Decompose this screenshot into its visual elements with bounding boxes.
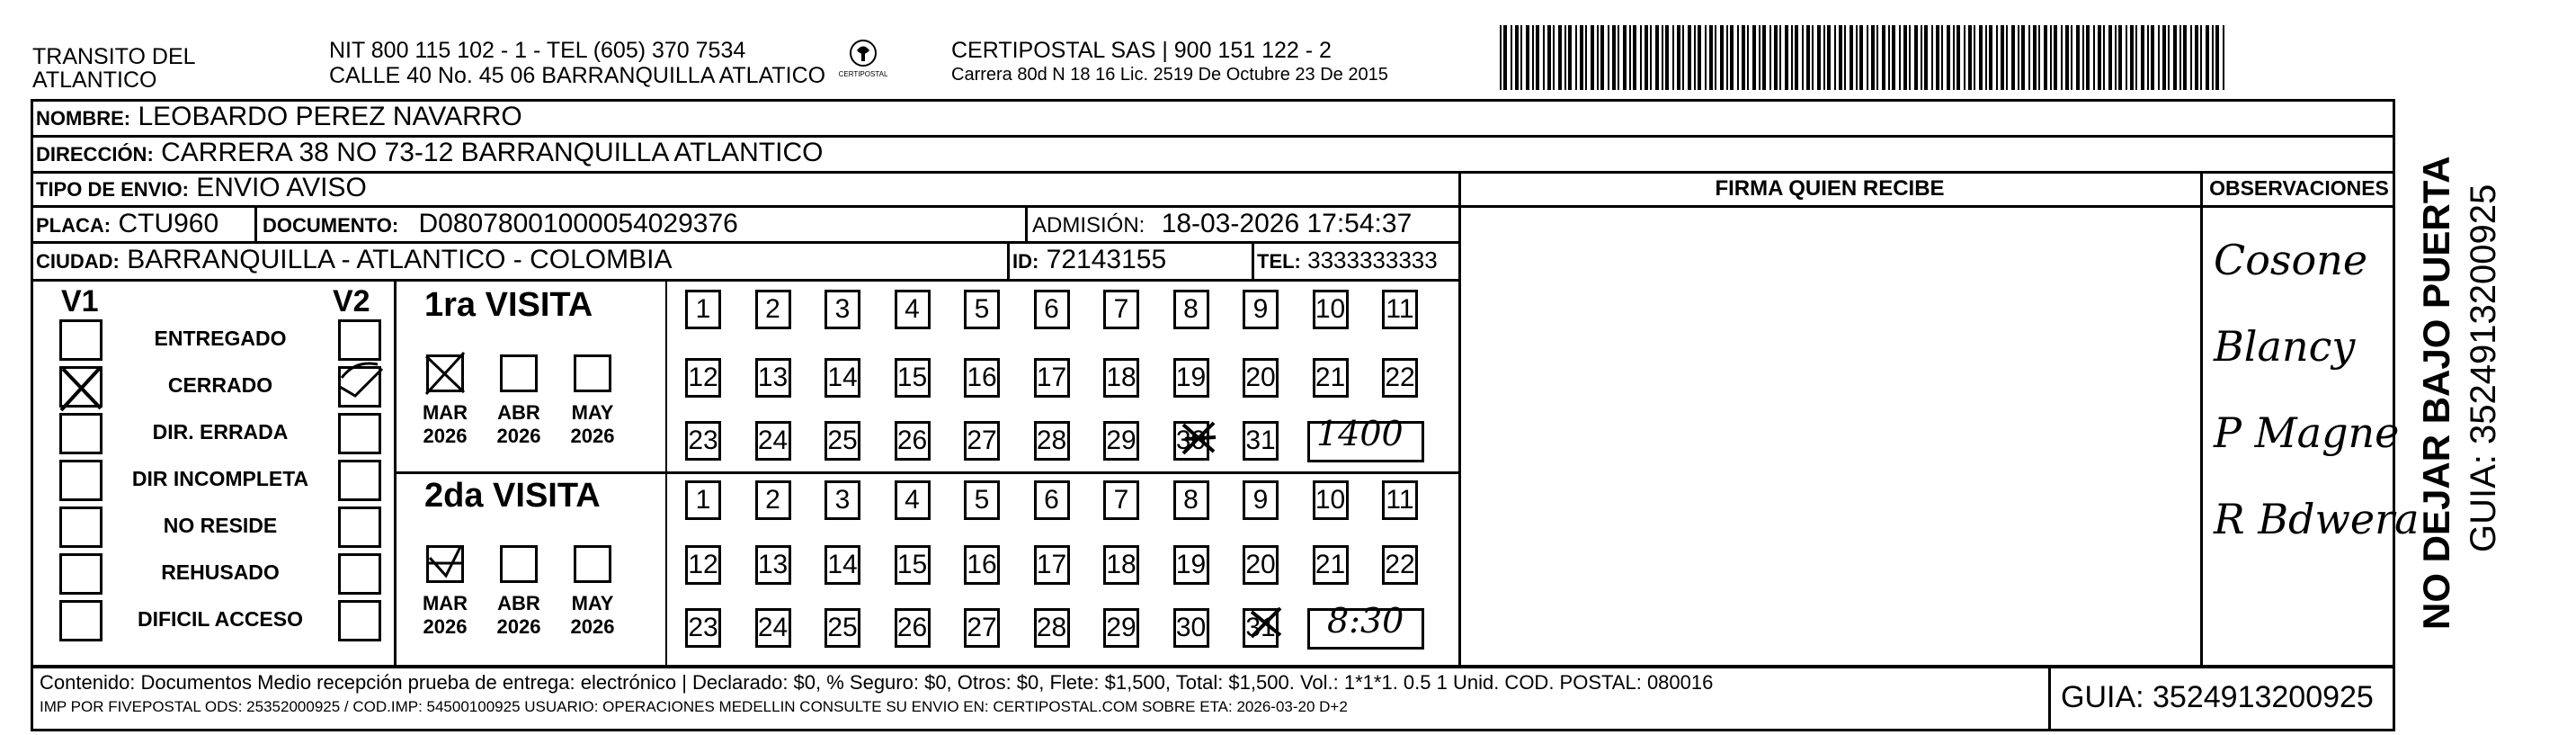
day-box[interactable]: 26 [895, 421, 931, 461]
barcode-bar [2183, 25, 2187, 90]
barcode-bar [1503, 25, 1507, 90]
day-box[interactable]: 4 [895, 480, 931, 520]
day-box[interactable]: 5 [964, 290, 1000, 329]
barcode-bar [1580, 25, 1583, 90]
barcode-bar [2162, 25, 2166, 90]
observacion-note: P Magne [2214, 408, 2400, 457]
status-label: DIFICIL ACCESO [137, 607, 303, 631]
barcode-bar [1953, 25, 1955, 90]
month-label: MAR [422, 401, 468, 424]
day-box[interactable]: 16 [964, 358, 1000, 398]
barcode-bar [1547, 25, 1551, 90]
barcode-bar [1600, 25, 1604, 90]
tipo-envio-label: TIPO DE ENVIO: [36, 178, 189, 201]
day-box[interactable]: 23 [685, 421, 721, 461]
visit2-title: 2da VISITA [424, 477, 601, 515]
barcode-bar [2173, 25, 2177, 90]
month-label: ABR [497, 401, 540, 424]
barcode-bar [2038, 25, 2040, 90]
barcode-bar [1931, 25, 1933, 90]
observacion-note: R Bdwera [2214, 495, 2420, 543]
id-value: 72143155 [1046, 245, 1167, 274]
barcode-bar [1633, 25, 1636, 90]
day-box[interactable]: 6 [1034, 480, 1070, 520]
barcode-bar [1623, 25, 1627, 90]
issuer-line1: TRANSITO DEL [32, 44, 196, 69]
direccion-value: CARRERA 38 NO 73-12 BARRANQUILLA ATLANTICO [161, 138, 824, 167]
barcode-bar [2082, 25, 2084, 90]
barcode-bar [1882, 25, 1885, 90]
placa-label: PLACA: [36, 214, 111, 237]
day-box[interactable]: 13 [755, 545, 791, 585]
barcode-bar [2108, 25, 2112, 90]
side-guia: GUIA: 3524913200925 [2464, 184, 2503, 552]
barcode-bar [1564, 25, 1566, 90]
day-box[interactable]: 30 [1173, 608, 1209, 648]
barcode-bar [2011, 25, 2015, 90]
barcode-bar [1715, 25, 1716, 90]
barcode-bar [1612, 25, 1616, 90]
barcode-bar [1752, 25, 1756, 90]
barcode-bar [2115, 25, 2117, 90]
barcode-bar [2028, 25, 2030, 90]
v2-label: V2 [333, 284, 370, 318]
barcode-bar [1924, 25, 1928, 90]
barcode-bar [1618, 25, 1619, 90]
barcode-bar [1688, 25, 1691, 90]
day-box[interactable]: 28 [1034, 421, 1070, 461]
issuer-line2: ATLANTICO [32, 67, 157, 93]
day-box[interactable]: 19 [1173, 358, 1209, 398]
day-box[interactable]: 13 [755, 358, 791, 398]
day-box[interactable]: 3 [824, 480, 860, 520]
barcode-bar [1536, 25, 1539, 90]
year-label: 2026 [570, 425, 615, 447]
barcode-bar [2126, 25, 2127, 90]
day-box[interactable]: 9 [1243, 480, 1279, 520]
barcode-bar [2147, 25, 2149, 90]
barcode-bar [1665, 25, 1669, 90]
barcode-bar [1682, 25, 1684, 90]
day-box[interactable]: 2 [755, 290, 791, 329]
barcode-bar [1553, 25, 1555, 90]
day-box[interactable]: 7 [1103, 480, 1139, 520]
barcode-bar [1640, 25, 1642, 90]
day-box[interactable]: 25 [824, 421, 860, 461]
barcode-bar [2158, 25, 2160, 90]
barcode-bar [2071, 25, 2072, 90]
barcode-bar [1500, 25, 1502, 90]
barcode-bar [1608, 25, 1609, 90]
barcode-bar [1520, 25, 1522, 90]
barcode-bar [2086, 25, 2090, 90]
barcode-bar [1817, 25, 1821, 90]
logo-text: CERTIPOSTAL [838, 70, 888, 78]
barcode-bar [1526, 25, 1529, 90]
day-box[interactable]: 1 [685, 480, 721, 520]
ciudad-label: CIUDAD: [36, 250, 120, 273]
barcode-bar [1709, 25, 1713, 90]
barcode-bar [1914, 25, 1918, 90]
day-box[interactable]: 17 [1034, 358, 1070, 398]
day-box[interactable]: 21 [1313, 358, 1349, 398]
barcode-bar [1515, 25, 1519, 90]
barcode-bar [2050, 25, 2052, 90]
barcode-bar [2076, 25, 2080, 90]
barcode-bar [1802, 25, 1804, 90]
day-box[interactable]: 28 [1034, 608, 1070, 648]
barcode-bar [2135, 25, 2137, 90]
barcode-bar [2141, 25, 2144, 90]
month-label: ABR [497, 592, 540, 614]
day-box[interactable]: 22 [1382, 358, 1418, 398]
day-box[interactable]: 24 [755, 421, 791, 461]
ciudad-value: BARRANQUILLA - ATLANTICO - COLOMBIA [127, 245, 673, 274]
day-box[interactable]: 10 [1313, 290, 1349, 329]
barcode-bar [2151, 25, 2154, 90]
barcode-bar [2190, 25, 2192, 90]
barcode-bar [1989, 25, 1992, 90]
day-box[interactable]: 3 [824, 290, 860, 329]
barcode-bar [2006, 25, 2008, 90]
day-box[interactable]: 6 [1034, 290, 1070, 329]
status-label: REHUSADO [161, 560, 280, 584]
barcode-bar [2054, 25, 2057, 90]
documento-label: DOCUMENTO: [263, 214, 399, 237]
day-box[interactable]: 8 [1173, 480, 1209, 520]
barcode-bar [2130, 25, 2134, 90]
barcode-bar [1921, 25, 1922, 90]
day-box[interactable]: 15 [895, 545, 931, 585]
barcode-bar [1629, 25, 1631, 90]
imp-line: IMP POR FIVEPOSTAL ODS: 25352000925 / COD.IMP: 54500100925 USUARIO: OPERACIONES MEDELLIN CONSULTE SU ENVIO EN: CERTIPOSTAL.COM SOBRE ETA: 2026-03-20 D+2 [40, 698, 1348, 715]
barcode-bar [1968, 25, 1972, 90]
day-box[interactable]: 1 [685, 290, 721, 329]
day-box[interactable]: 5 [964, 480, 1000, 520]
placa-value: CTU960 [118, 209, 219, 238]
barcode-bar [1726, 25, 1728, 90]
status-label: DIR. ERRADA [152, 420, 289, 444]
visit1-title: 1ra VISITA [424, 286, 593, 324]
barcode-bar [1964, 25, 1965, 90]
barcode-bar [1936, 25, 1939, 90]
day-box[interactable]: 11 [1382, 480, 1418, 520]
day-box[interactable]: 8 [1173, 290, 1209, 329]
firma-header: FIRMA QUIEN RECIBE [1715, 176, 1945, 201]
day-box[interactable]: 20 [1243, 358, 1279, 398]
barcode-bar [1779, 25, 1781, 90]
company-line: CERTIPOSTAL SAS | 900 151 122 - 2 [951, 38, 1332, 63]
barcode-bar [1650, 25, 1652, 90]
day-box[interactable]: 12 [685, 545, 721, 585]
barcode-icon [1500, 25, 2228, 90]
day-box[interactable]: 4 [895, 290, 931, 329]
barcode-bar [1543, 25, 1545, 90]
barcode-bar [1747, 25, 1749, 90]
observacion-note: Blancy [2214, 322, 2356, 371]
barcode-bar [1974, 25, 1975, 90]
documento-value: D08078001000054029376 [418, 209, 738, 238]
month-label: MAY [571, 592, 614, 614]
address-line: CALLE 40 No. 45 06 BARRANQUILLA ATLATICO [329, 63, 826, 88]
barcode-bar [1856, 25, 1858, 90]
barcode-bar [2168, 25, 2170, 90]
barcode-bar [2098, 25, 2101, 90]
barcode-bar [2065, 25, 2069, 90]
barcode-bar [1867, 25, 1868, 90]
admision-value: 18-03-2026 17:54:37 [1161, 209, 1413, 238]
day-box[interactable]: 27 [964, 421, 1000, 461]
day-box[interactable]: 31 [1243, 608, 1279, 648]
side-warning: NO DEJAR BAJO PUERTA [2415, 156, 2457, 630]
tel-label: TEL: [1257, 250, 1301, 273]
barcode-bar [1844, 25, 1846, 90]
barcode-bar [2223, 25, 2224, 90]
day-box[interactable]: 26 [895, 608, 931, 648]
day-box[interactable]: 15 [895, 358, 931, 398]
barcode-bar [2061, 25, 2063, 90]
barcode-bar [2021, 25, 2025, 90]
tipo-envio-value: ENVIO AVISO [196, 173, 367, 202]
barcode-bar [1791, 25, 1793, 90]
barcode-bar [1892, 25, 1895, 90]
barcode-bar [1568, 25, 1572, 90]
barcode-bar [1730, 25, 1734, 90]
barcode-bar [1941, 25, 1943, 90]
day-box[interactable]: 2 [755, 480, 791, 520]
barcode-bar [2118, 25, 2122, 90]
barcode-bar [1859, 25, 1863, 90]
day-box[interactable]: 25 [824, 608, 860, 648]
barcode-bar [2206, 25, 2209, 90]
barcode-bar [1979, 25, 1983, 90]
barcode-bar [1909, 25, 1911, 90]
barcode-bar [1558, 25, 1562, 90]
month-label: MAR [422, 592, 468, 614]
barcode-bar [2195, 25, 2198, 90]
day-box[interactable]: 27 [964, 608, 1000, 648]
year-label: 2026 [423, 615, 468, 638]
barcode-bar [1795, 25, 1798, 90]
barcode [1500, 25, 2228, 90]
barcode-bar [1662, 25, 1663, 90]
barcode-bar [1759, 25, 1760, 90]
nit-line: NIT 800 115 102 - 1 - TEL (605) 370 7534 [329, 38, 746, 63]
observacion-note: Cosone [2214, 236, 2368, 284]
barcode-bar [1742, 25, 1745, 90]
visit2-time-note: 8:30 [1327, 601, 1404, 641]
barcode-bar [1575, 25, 1577, 90]
day-box[interactable]: 10 [1313, 480, 1349, 520]
day-box[interactable]: 12 [685, 358, 721, 398]
barcode-bar [1823, 25, 1825, 90]
status-label: ENTREGADO [154, 327, 287, 350]
barcode-bar [1834, 25, 1836, 90]
barcode-bar [1720, 25, 1724, 90]
barcode-bar [1597, 25, 1599, 90]
barcode-bar [2018, 25, 2019, 90]
barcode-bar [2001, 25, 2004, 90]
day-box[interactable]: 20 [1243, 545, 1279, 585]
barcode-bar [1672, 25, 1674, 90]
barcode-bar [1899, 25, 1901, 90]
day-box[interactable]: 23 [685, 608, 721, 648]
day-box[interactable]: 29 [1103, 421, 1139, 461]
barcode-bar [2103, 25, 2105, 90]
day-box[interactable]: 24 [755, 608, 791, 648]
barcode-bar [2179, 25, 2181, 90]
barcode-bar [1762, 25, 1766, 90]
day-box[interactable]: 16 [964, 545, 1000, 585]
barcode-bar [1996, 25, 1998, 90]
status-label: NO RESIDE [163, 514, 278, 537]
day-box[interactable]: 31 [1243, 421, 1279, 461]
barcode-bar [1957, 25, 1960, 90]
status-label: DIR INCOMPLETA [131, 467, 309, 490]
day-box[interactable]: 7 [1103, 290, 1139, 329]
barcode-bar [1511, 25, 1512, 90]
barcode-bar [2215, 25, 2219, 90]
footer-guia: GUIA: 3524913200925 [2061, 680, 2374, 714]
day-box[interactable]: 21 [1313, 545, 1349, 585]
barcode-bar [1694, 25, 1696, 90]
barcode-bar [2093, 25, 2095, 90]
barcode-bar [1698, 25, 1701, 90]
day-box[interactable]: 14 [824, 358, 860, 398]
barcode-bar [1785, 25, 1788, 90]
barcode-bar [1585, 25, 1587, 90]
license-line: Carrera 80d N 18 16 Lic. 2519 De Octubre 23 De 2015 [951, 65, 1388, 85]
day-box[interactable]: 14 [824, 545, 860, 585]
observaciones-header: OBSERVACIONES [2209, 176, 2389, 200]
day-box[interactable]: 29 [1103, 608, 1139, 648]
barcode-bar [1903, 25, 1907, 90]
day-box[interactable]: 18 [1103, 358, 1139, 398]
barcode-bar [1677, 25, 1680, 90]
direccion-label: DIRECCIÓN: [36, 143, 154, 166]
day-box[interactable]: 22 [1382, 545, 1418, 585]
day-box[interactable]: 11 [1382, 290, 1418, 329]
year-label: 2026 [423, 425, 468, 447]
id-label: ID: [1012, 250, 1039, 273]
day-box[interactable]: 19 [1173, 545, 1209, 585]
contenido-line: Contenido: Documentos Medio recepción prueba de entrega: electrónico | Declarado: $0, % Seguro: $0, Otros: $0, Flete: $1,500, Total: $1,500. Vol.: 1*1*1. 0.5 1 Unid. COD. POSTAL: 080016 [40, 671, 1714, 694]
barcode-bar [1737, 25, 1739, 90]
status-label: CERRADO [167, 373, 273, 397]
barcode-bar [2212, 25, 2214, 90]
barcode-bar [1769, 25, 1771, 90]
barcode-bar [1827, 25, 1831, 90]
month-label: MAY [571, 401, 614, 424]
tel-value: 3333333333 [1307, 246, 1438, 273]
visit1-time-note: 1400 [1316, 414, 1404, 453]
barcode-bar [1839, 25, 1842, 90]
nombre-label: NOMBRE: [36, 107, 131, 130]
barcode-bar [1985, 25, 1987, 90]
day-box[interactable]: 18 [1103, 545, 1139, 585]
barcode-bar [1871, 25, 1875, 90]
barcode-bar [1705, 25, 1707, 90]
barcode-bar [1850, 25, 1853, 90]
day-box[interactable]: 9 [1243, 290, 1279, 329]
barcode-bar [1774, 25, 1778, 90]
year-label: 2026 [496, 615, 541, 638]
admision-label: ADMISIÓN: [1032, 213, 1145, 238]
barcode-bar [1888, 25, 1890, 90]
barcode-bar [1645, 25, 1648, 90]
v1-label: V1 [61, 284, 99, 318]
barcode-bar [1947, 25, 1950, 90]
day-box[interactable]: 17 [1034, 545, 1070, 585]
day-box[interactable]: 30 [1173, 421, 1209, 461]
barcode-bar [1591, 25, 1594, 90]
barcode-bar [2044, 25, 2047, 90]
year-label: 2026 [570, 615, 615, 638]
barcode-bar [1532, 25, 1534, 90]
barcode-bar [1655, 25, 1659, 90]
nombre-value: LEOBARDO PEREZ NAVARRO [138, 102, 522, 131]
barcode-bar [1806, 25, 1810, 90]
barcode-bar [1876, 25, 1878, 90]
barcode-bar [2033, 25, 2037, 90]
barcode-bar [2200, 25, 2202, 90]
barcode-bar [1812, 25, 1814, 90]
year-label: 2026 [496, 425, 541, 447]
